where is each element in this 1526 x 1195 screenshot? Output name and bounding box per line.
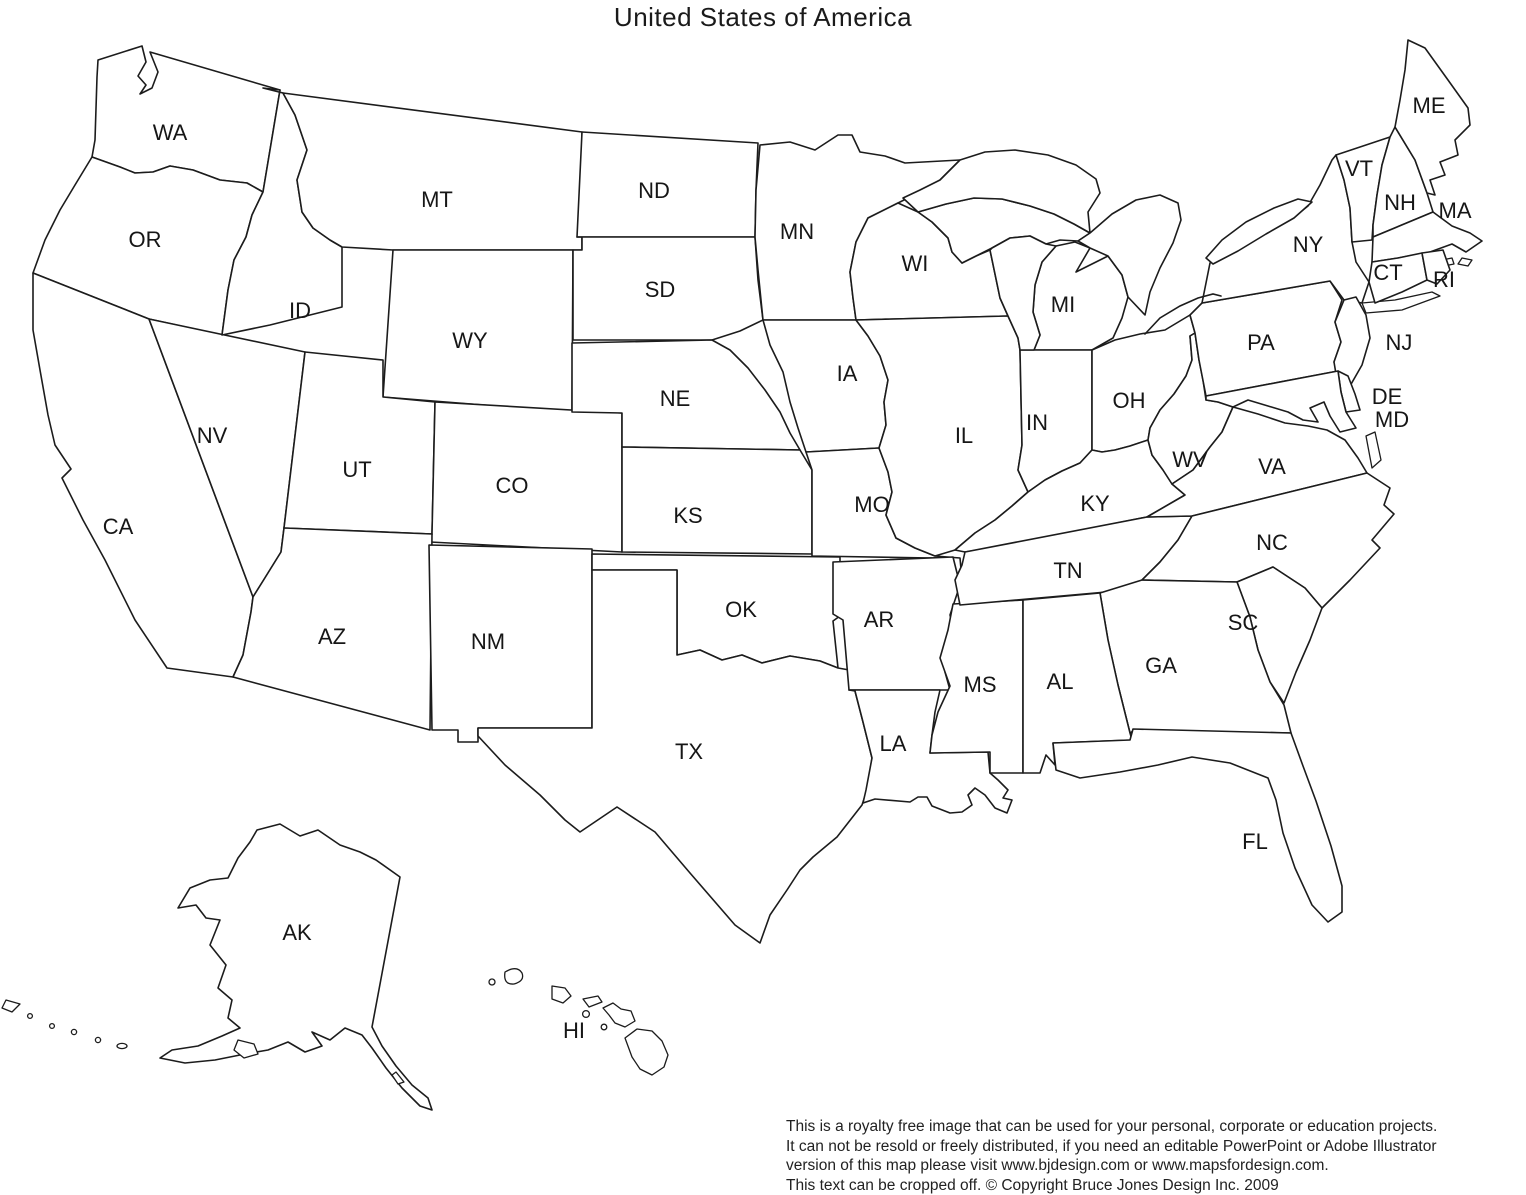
ak-aleutian-island-dot <box>95 1037 100 1042</box>
state-label-ks: KS <box>673 502 703 528</box>
ak-aleutian-island-dot <box>50 1024 55 1029</box>
state-label-ar: AR <box>863 606 895 632</box>
hi-kauai-shape <box>505 969 523 984</box>
state-label-ct: CT <box>1373 259 1403 285</box>
state-label-wa: WA <box>152 119 188 145</box>
footer-line-4: This text can be cropped off. © Copyright Bruce Jones Design Inc. 2009 <box>786 1176 1279 1194</box>
state-label-ca: CA <box>102 513 134 539</box>
state-label-nj: NJ <box>1385 329 1413 355</box>
state-fl-shape <box>1053 729 1342 922</box>
footer-line-2: It can not be resold or freely distributed, if you need an editable PowerPoint or Adobe Illustrator <box>786 1137 1437 1155</box>
copyright-footer <box>786 1117 1526 1195</box>
state-label-wv: WV <box>1172 446 1208 472</box>
state-label-nm: NM <box>470 628 506 654</box>
state-ks-shape <box>622 447 812 554</box>
ak-aleutian-tip-shape <box>2 1000 20 1012</box>
state-label-wy: WY <box>452 327 488 353</box>
footer-line-3: version of this map please visit www.bjdesign.com or www.mapsfordesign.com. <box>786 1157 1329 1174</box>
state-label-ak: AK <box>282 919 312 945</box>
state-label-mt: MT <box>421 186 453 212</box>
state-label-tx: TX <box>674 738 704 764</box>
state-label-sc: SC <box>1227 609 1259 635</box>
hi-maui-shape <box>603 1003 635 1027</box>
state-label-ok: OK <box>725 596 757 622</box>
state-label-ut: UT <box>342 456 372 482</box>
state-label-ms: MS <box>963 671 997 697</box>
state-label-ri: RI <box>1433 266 1455 292</box>
state-label-il: IL <box>954 422 974 448</box>
state-label-mo: MO <box>854 491 890 517</box>
hi-oahu-shape <box>552 986 571 1003</box>
state-label-sd: SD <box>644 276 676 302</box>
ak-aleutian-island-dot <box>28 1014 33 1019</box>
state-label-nv: NV <box>196 422 228 448</box>
alaska-inset <box>2 824 432 1110</box>
state-label-or: OR <box>128 226 162 252</box>
state-label-pa: PA <box>1247 329 1275 355</box>
state-label-ny: NY <box>1292 231 1324 257</box>
hi-lanai-shape <box>583 1011 590 1018</box>
state-label-al: AL <box>1046 668 1074 694</box>
state-label-nh: NH <box>1384 189 1416 215</box>
page-title: United States of America <box>613 2 913 32</box>
state-label-mn: MN <box>779 218 815 244</box>
state-label-nd: ND <box>638 177 670 203</box>
state-label-nc: NC <box>1256 529 1288 555</box>
state-label-la: LA <box>879 730 907 756</box>
ak-aleutian-island-dot <box>71 1029 76 1034</box>
state-label-hi: HI <box>563 1017 585 1043</box>
state-label-fl: FL <box>1242 828 1268 854</box>
state-label-in: IN <box>1026 409 1048 435</box>
state-label-ga: GA <box>1145 652 1177 678</box>
ak-aleutian-island-dot <box>117 1043 127 1048</box>
state-label-ky: KY <box>1080 490 1110 516</box>
state-nm-shape <box>429 545 592 742</box>
state-label-md: MD <box>1374 406 1410 432</box>
state-label-ma: MA <box>1438 197 1472 223</box>
state-label-ne: NE <box>659 385 691 411</box>
state-label-co: CO <box>495 472 529 498</box>
state-ak-shape <box>160 824 432 1110</box>
state-mt-shape <box>283 93 582 250</box>
hi-niihau-shape <box>489 979 495 985</box>
state-label-me: ME <box>1412 92 1446 118</box>
hi-kahoolawe-shape <box>601 1024 607 1030</box>
state-ma-island2-shape <box>1458 258 1472 266</box>
state-label-ia: IA <box>836 360 858 386</box>
state-label-oh: OH <box>1112 387 1146 413</box>
footer-line-1: This is a royalty free image that can be used for your personal, corporate or education projects. <box>786 1118 1438 1135</box>
state-label-id: ID <box>289 297 311 323</box>
state-label-de: DE <box>1371 383 1403 409</box>
state-label-mi: MI <box>1050 291 1076 317</box>
state-ar-shape <box>833 557 960 690</box>
hi-molokai-shape <box>583 996 602 1007</box>
state-label-va: VA <box>1258 453 1286 479</box>
state-va-eastern-shore-shape <box>1366 432 1381 468</box>
state-label-vt: VT <box>1344 155 1374 181</box>
state-shapes <box>33 40 1482 943</box>
state-label-wi: WI <box>901 250 929 276</box>
state-label-tn: TN <box>1053 557 1083 583</box>
state-label-az: AZ <box>317 623 347 649</box>
hi-big-island-shape <box>625 1029 668 1075</box>
